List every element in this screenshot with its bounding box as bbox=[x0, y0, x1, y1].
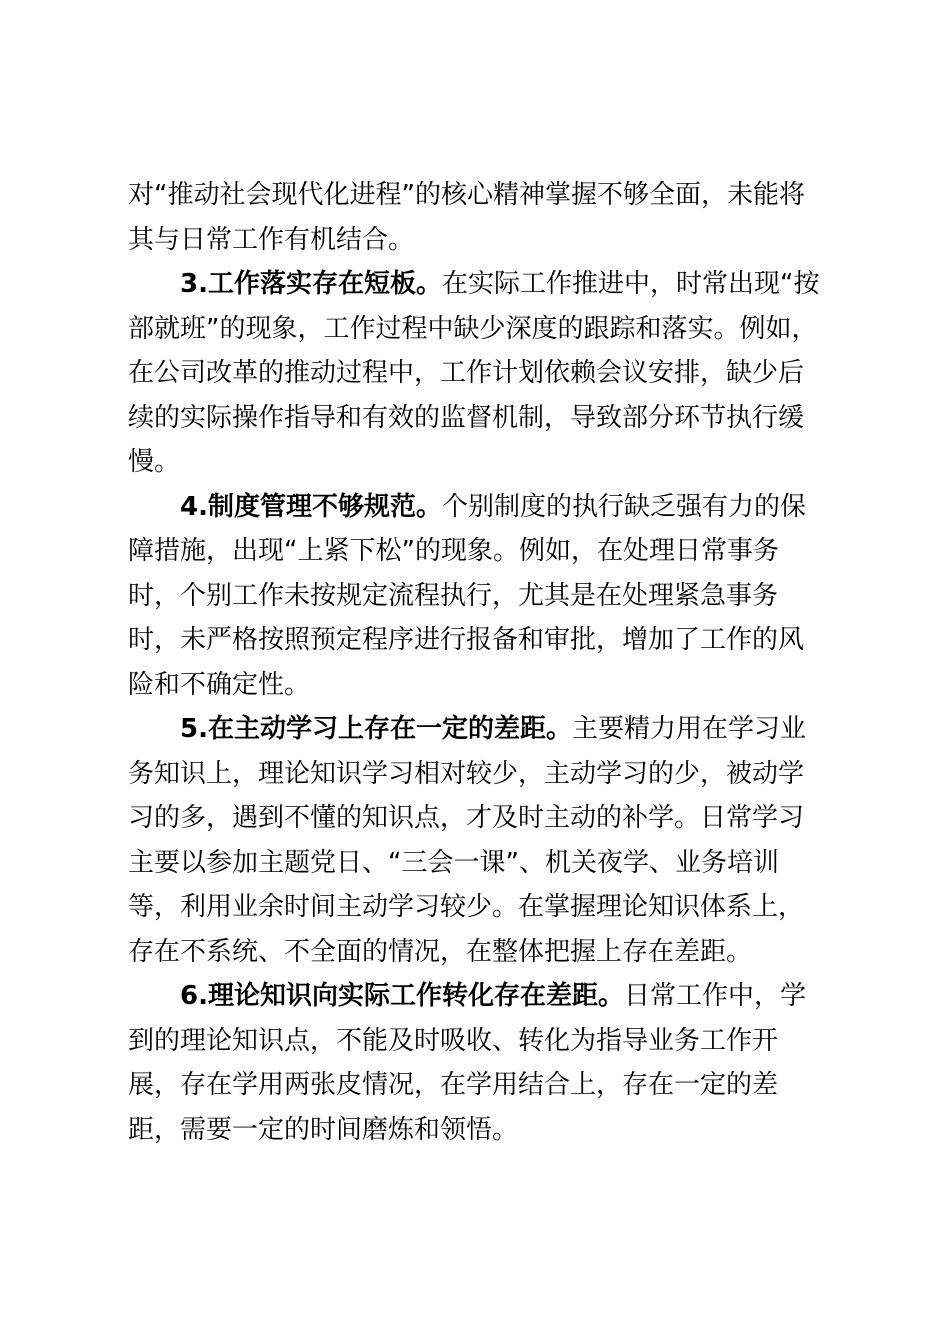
paragraph-text: 日常工作中，学到的理论知识点，不能及时吸收、转化为指导业务工作开展，存在学用两张皮情况，在学用结合上，存在一定的差距，需要一定的时间磨炼和领悟。 bbox=[128, 981, 806, 1145]
paragraph-continuation bbox=[128, 173, 828, 262]
paragraph-text: 在实际工作推进中，时常出现“按部就班”的现象，工作过程中缺少深度的跟踪和落实。例如，在公司改革的推动过程中，工作计划依赖会议安排，缺少后续的实际操作指导和有效的监督机制，导致部分环节执行缓慢。 bbox=[128, 269, 820, 477]
paragraph-heading: 4.制度管理不够规范。 bbox=[180, 491, 442, 522]
paragraph-text: 个别制度的执行缺乏强有力的保障措施，出现“上紧下松”的现象。例如，在处理日常事务时，个别工作未按规定流程执行，尤其是在处理紧急事务时，未严格按照预定程序进行报备和审批，增加了工作的风险和不确定性。 bbox=[128, 491, 806, 700]
paragraph-text: 主要精力用在学习业务知识上，理论知识学习相对较少，主动学习的少，被动学习的多，遇到不懂的知识点，才及时主动的补学。日常学习主要以参加主题党日、“三会一课”、机关夜学、业务培训等，利用业余时间主动学习较少。在掌握理论知识体系上，存在不系统、不全面的情况，在整体把握上存在差距。 bbox=[128, 714, 806, 967]
paragraph-item-5 bbox=[128, 707, 828, 974]
paragraph-text: 对“推动社会现代化进程”的核心精神掌握不够全面，未能将其与日常工作有机结合。 bbox=[128, 180, 805, 255]
paragraph-heading: 5.在主动学习上存在一定的差距。 bbox=[180, 714, 572, 744]
paragraph-heading: 6.理论知识向实际工作转化存在差距。 bbox=[180, 981, 624, 1011]
paragraph-item-6 bbox=[128, 974, 828, 1152]
paragraph-heading: 3.工作落实存在短板。 bbox=[180, 269, 442, 299]
paragraph-item-4 bbox=[128, 485, 828, 708]
paragraph-item-3 bbox=[128, 262, 828, 485]
document-body bbox=[128, 173, 828, 1152]
